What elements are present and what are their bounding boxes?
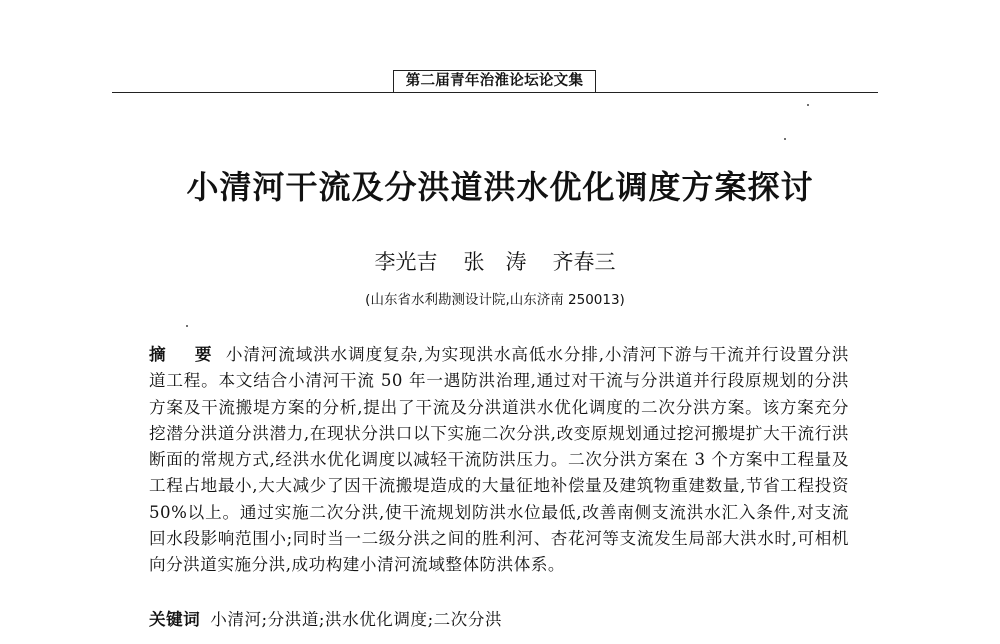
scan-speck <box>186 325 188 327</box>
keywords <box>149 607 849 633</box>
scan-speck <box>784 138 786 140</box>
scan-speck <box>807 104 809 106</box>
paper-title: 小清河干流及分洪道洪水优化调度方案探讨 <box>186 168 814 206</box>
author-1: 李光吉 <box>374 250 438 274</box>
author-list <box>0 247 990 277</box>
abstract-label: 摘 要 <box>149 345 218 364</box>
series-title: 第二届青年治淮论坛论文集 <box>405 73 584 89</box>
keywords-label: 关键词 <box>149 610 201 629</box>
abstract-text: 小清河流域洪水调度复杂,为实现洪水高低水分排,小清河下游与干流并行设置分洪道工程。本文结合小清河干流 50 年一遇防洪治理,通过对干流与分洪道并行段原规划的分洪方案及干流搬堤方案的分析,提出了干流及分洪道洪水优化调度的二次分洪方案。该方案充分挖潜分洪道分洪潜力,在现状分洪口以下实施二次分洪,改变原规划通过挖河搬堤扩大干流行洪断面的常规方式,经洪水优化调度以减轻干流防洪压力。二次分洪方案在 3 个方案中工程量及工程占地最小,大大减少了因干流搬堤造成的大量征地补偿量及建筑物重建数量,节省工程投资 50%以上。通过实施二次分洪,使干流规划防洪水位最低,改善南侧支流洪水汇入条件,对支流回水段影响范围小;同时当一二级分洪之间的胜利河、杏花河等支流发生局部大洪水时,可相机向分洪道实施分洪,成功构建小清河流域整体防洪体系。 <box>149 345 849 575</box>
abstract <box>149 342 849 579</box>
author-3: 齐春三 <box>552 250 616 274</box>
affiliation: (山东省水利勘测设计院,山东济南 250013) <box>365 292 625 308</box>
keywords-text: 小清河;分洪道;洪水优化调度;二次分洪 <box>210 610 503 629</box>
series-header <box>393 70 596 92</box>
author-2: 张 涛 <box>463 250 527 274</box>
header-rule <box>112 92 878 93</box>
